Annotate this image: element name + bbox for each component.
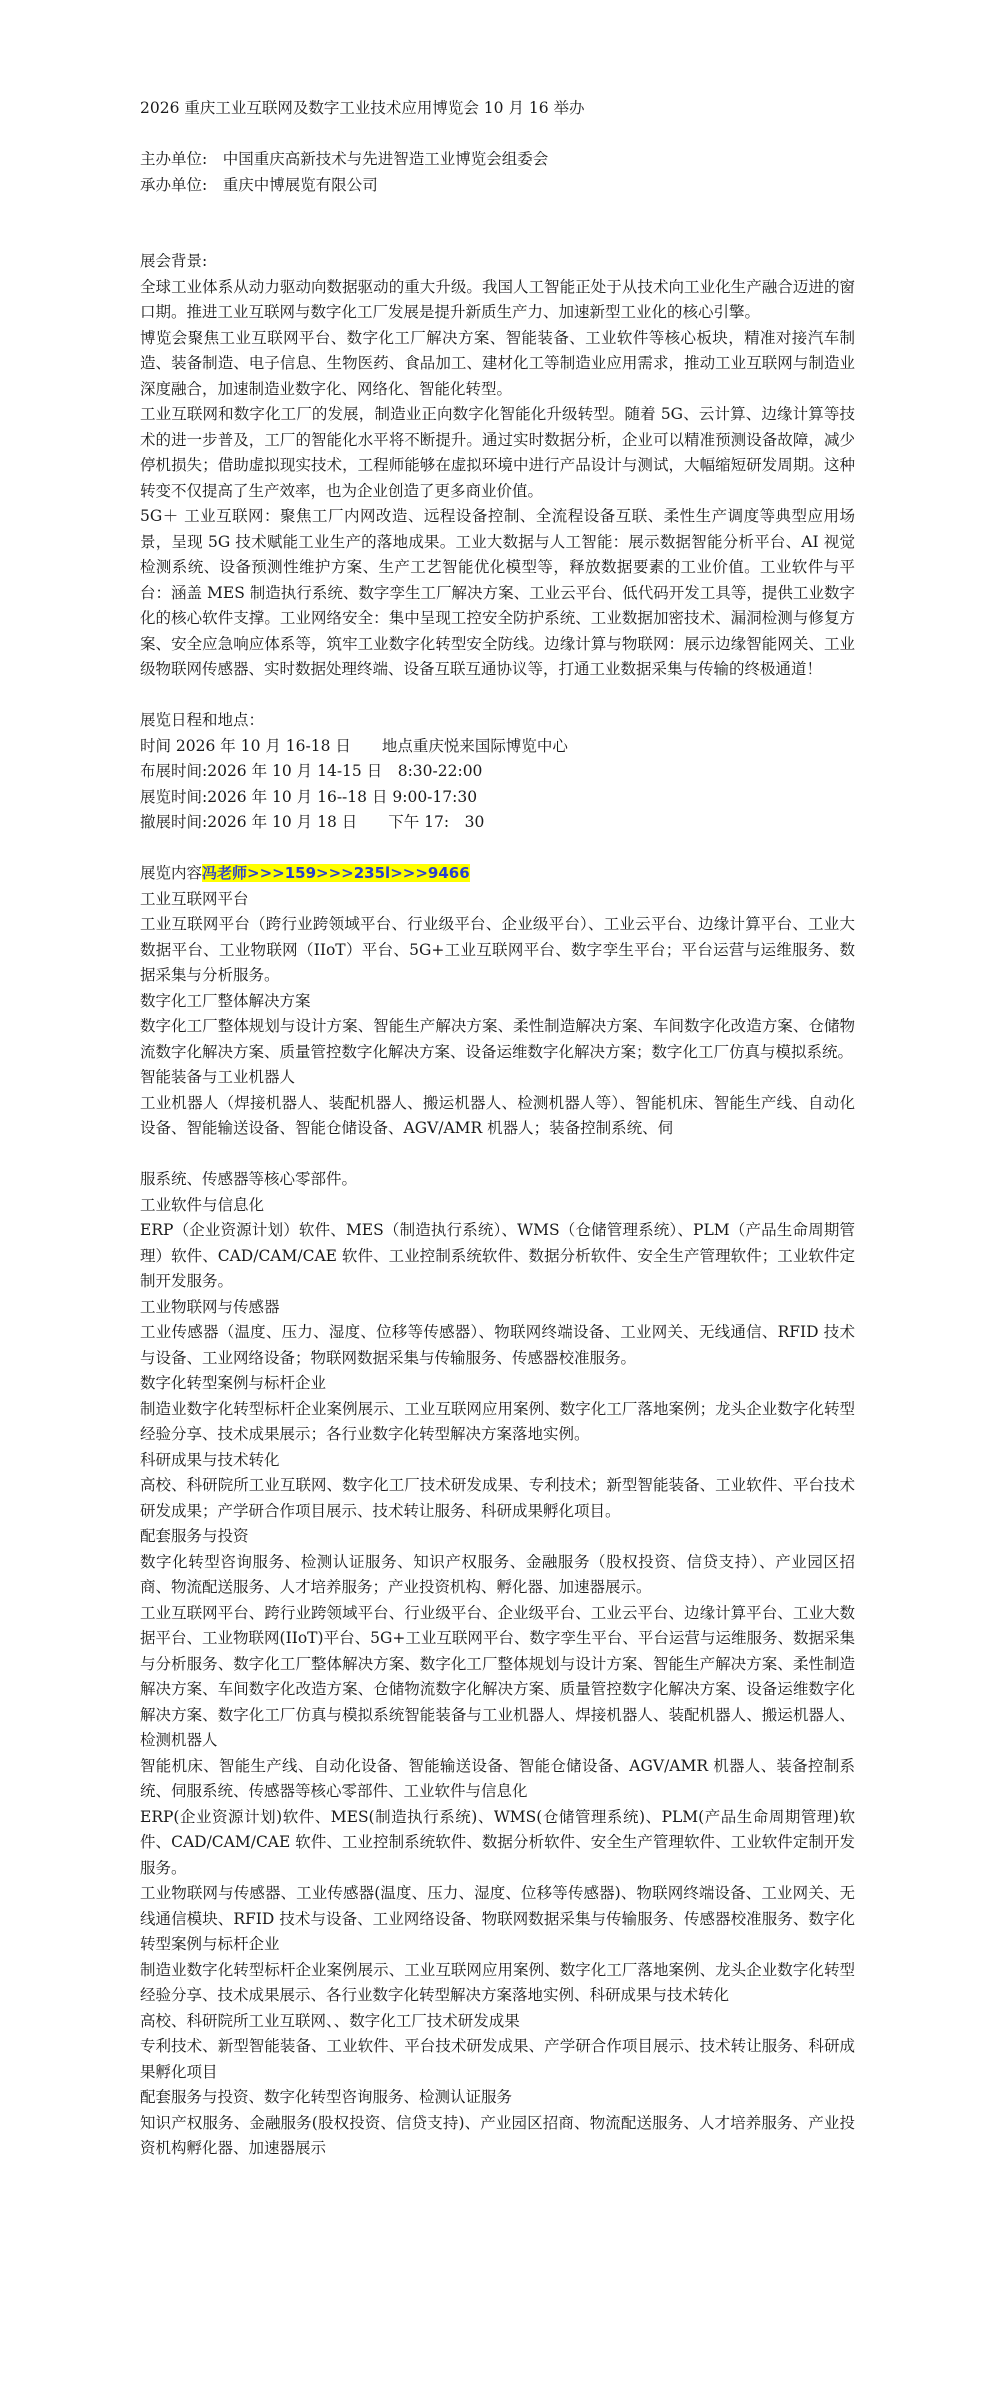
content-paragraph: ERP（企业资源计划）软件、MES（制造执行系统）、WMS（仓储管理系统）、PLM（产品生命周期管理）软件、CAD/CAM/CAE 软件、工业控制系统软件、数据分析软件、安全生产管理软件；工业软件定制开发服务。 [140, 1221, 855, 1290]
content-subheading: 科研成果与技术转化 [140, 1450, 280, 1469]
content-heading-label: 展览内容 [140, 864, 203, 882]
content-heading [140, 861, 855, 887]
schedule-line: 时间 2026 年 10 月 16-18 日 地点重庆悦来国际博览中心 [140, 736, 568, 755]
content-paragraph: 工业互联网平台、跨行业跨领域平台、行业级平台、企业级平台、工业云平台、边缘计算平台、工业大数据平台、工业物联网(IIoT)平台、5G+工业互联网平台、数字孪生平台、平台运营与运维服务、数据采集与分析服务、数字化工厂整体解决方案、数字化工厂整体规划与设计方案、智能生产解决方案、柔性制造解决方案、车间数字化改造方案、仓储物流数字化解决方案、质量管控数字化解决方案、设备运维数字化解决方案、数字化工厂仿真与模拟系统智能装备与工业机器人、焊接机器人、装配机器人、搬运机器人、检测机器人 [140, 1603, 855, 1749]
content-subheading: 配套服务与投资、数字化转型咨询服务、检测认证服务 [140, 2088, 513, 2106]
schedule-line: 展览时间:2026 年 10 月 16--18 日 9:00-17:30 [140, 787, 478, 806]
content-subheading: 智能装备与工业机器人 [140, 1068, 296, 1086]
spacer [140, 683, 855, 709]
spacer [140, 836, 855, 862]
content-list [140, 887, 855, 2162]
spacer [140, 1142, 855, 1168]
content-subheading: 数字化工厂整体解决方案 [140, 991, 311, 1010]
content-paragraph: 知识产权服务、金融服务(股权投资、信贷支持)、产业园区招商、物流配送服务、人才培养服务、产业投资机构孵化器、加速器展示 [140, 2113, 855, 2157]
content-subheading: 工业物联网与传感器 [140, 1297, 280, 1316]
content-paragraph: 工业传感器（温度、压力、湿度、位移等传感器）、物联网终端设备、工业网关、无线通信、RFID 技术与设备、工业网络设备；物联网数据采集与传输服务、传感器校准服务。 [140, 1323, 855, 1367]
content-paragraph: 高校、科研院所工业互联网、数字化工厂技术研发成果、专利技术；新型智能装备、工业软件、平台技术研发成果；产学研合作项目展示、技术转让服务、科研成果孵化项目。 [140, 1476, 855, 1520]
content-subheading: 数字化转型案例与标杆企业 [140, 1374, 327, 1392]
background-paragraph: 工业互联网和数字化工厂的发展，制造业正向数字化智能化升级转型。随着 5G、云计算、边缘计算等技术的进一步普及，工厂的智能化水平将不断提升。通过实时数据分析，企业可以精准预测设备故障，减少停机损失；借助虚拟现实技术，工程师能够在虚拟环境中进行产品设计与测试，大幅缩短研发周期。这种转变不仅提高了生产效率，也为企业创造了更多商业价值。 [140, 405, 855, 500]
background-heading: 展会背景: [140, 252, 208, 270]
spacer [140, 198, 855, 224]
background-paragraph: 5G＋ 工业互联网：聚焦工厂内网改造、远程设备控制、全流程设备互联、柔性生产调度等典型应用场景，呈现 5G 技术赋能工业生产的落地成果。工业大数据与人工智能：展示数据智能分析平台、AI 视觉检测系统、设备预测性维护方案、生产工艺智能优化模型等，释放数据要素的工业价值。工业软件与平台：涵盖 MES 制造执行系统、数字孪生工厂解决方案、工业云平台、低代码开发工具等，提供工业数字化的核心软件支撑。工业网络安全：集中呈现工控安全防护系统、工业数据加密技术、漏洞检测与修复方案、安全应急响应体系等，筑牢工业数字化转型安全防线。边缘计算与物联网：展示边缘智能网关、工业级物联网传感器、实时数据处理终端、设备互联互通协议等，打通工业数据采集与传输的终极通道！ [140, 507, 855, 678]
spacer [140, 224, 855, 250]
schedule-line: 布展时间:2026 年 10 月 14-15 日 8:30-22:00 [140, 762, 483, 780]
content-paragraph: 数字化转型咨询服务、检测认证服务、知识产权服务、金融服务（股权投资、信贷支持）、产业园区招商、物流配送服务、人才培养服务；产业投资机构、孵化器、加速器展示。 [140, 1552, 855, 1596]
schedule-heading: 展览日程和地点： [140, 711, 265, 729]
content-paragraph: 工业物联网与传感器、工业传感器(温度、压力、湿度、位移等传感器)、物联网终端设备、工业网关、无线通信模块、RFID 技术与设备、工业网络设备、物联网数据采集与传输服务、传感器校准服务、数字化转型案例与标杆企业 [140, 1884, 855, 1953]
content-subheading: 工业软件与信息化 [140, 1195, 265, 1214]
content-paragraph: 数字化工厂整体规划与设计方案、智能生产解决方案、柔性制造解决方案、车间数字化改造方案、仓储物流数字化解决方案、质量管控数字化解决方案、设备运维数字化解决方案；数字化工厂仿真与模拟系统。 [140, 1017, 855, 1061]
page-title: 2026 重庆工业互联网及数字工业技术应用博览会 10 月 16 举办 [140, 99, 585, 117]
undertaker-line: 承办单位: 重庆中博展览有限公司 [140, 175, 378, 194]
content-paragraph: ERP(企业资源计划)软件、MES(制造执行系统)、WMS(仓储管理系统)、PLM(产品生命周期管理)软件、CAD/CAM/CAE 软件、工业控制系统软件、数据分析软件、安全生产管理软件、工业软件定制开发服务。 [140, 1807, 855, 1877]
content-paragraph: 制造业数字化转型标杆企业案例展示、工业互联网应用案例、数字化工厂落地案例、龙头企业数字化转型经验分享、技术成果展示、各行业数字化转型解决方案落地实例、科研成果与技术转化 [140, 1960, 855, 2004]
content-subheading: 高校、科研院所工业互联网、、数字化工厂技术研发成果 [140, 2011, 520, 2030]
organizer-line: 主办单位: 中国重庆高新技术与先进智造工业博览会组委会 [140, 150, 549, 168]
content-paragraph: 制造业数字化转型标杆企业案例展示、工业互联网应用案例、数字化工厂落地案例；龙头企业数字化转型经验分享、技术成果展示；各行业数字化转型解决方案落地实例。 [140, 1399, 855, 1443]
contact-highlight: 冯老师>>>159>>>235l>>>9466 [202, 864, 470, 882]
content-paragraph: 专利技术、新型智能装备、工业软件、平台技术研发成果、产学研合作项目展示、技术转让服务、科研成果孵化项目 [140, 2037, 855, 2081]
content-subheading: 服系统、传感器等核心零部件。 [140, 1170, 358, 1188]
schedule-line: 撤展时间:2026 年 10 月 18 日 下午 17: 30 [140, 813, 485, 831]
content-paragraph: 工业机器人（焊接机器人、装配机器人、搬运机器人、检测机器人等）、智能机床、智能生产线、自动化设备、智能输送设备、智能仓储设备、AGV/AMR 机器人；装备控制系统、伺 [140, 1093, 855, 1137]
content-subheading: 配套服务与投资 [140, 1527, 249, 1545]
background-paragraph: 博览会聚焦工业互联网平台、数字化工厂解决方案、智能装备、工业软件等核心板块，精准对接汽车制造、装备制造、电子信息、生物医药、食品加工、建材化工等制造业应用需求，推动工业互联网与制造业深度融合，加速制造业数字化、网络化、智能化转型。 [140, 328, 855, 398]
spacer [140, 122, 855, 148]
background-paragraph: 全球工业体系从动力驱动向数据驱动的重大升级。我国人工智能正处于从技术向工业化生产融合迈进的窗口期。推进工业互联网与数字化工厂发展是提升新质生产力、加速新型工业化的核心引擎。 [140, 277, 855, 321]
content-subheading: 工业互联网平台 [140, 889, 249, 908]
document-body [140, 96, 855, 2162]
content-paragraph: 智能机床、智能生产线、自动化设备、智能输送设备、智能仓储设备、AGV/AMR 机器人、装备控制系统、伺服系统、传感器等核心零部件、工业软件与信息化 [140, 1756, 855, 1800]
content-paragraph: 工业互联网平台（跨行业跨领域平台、行业级平台、企业级平台）、工业云平台、边缘计算平台、工业大数据平台、工业物联网（IIoT）平台、5G+工业互联网平台、数字孪生平台；平台运营与运维服务、数据采集与分析服务。 [140, 915, 855, 984]
